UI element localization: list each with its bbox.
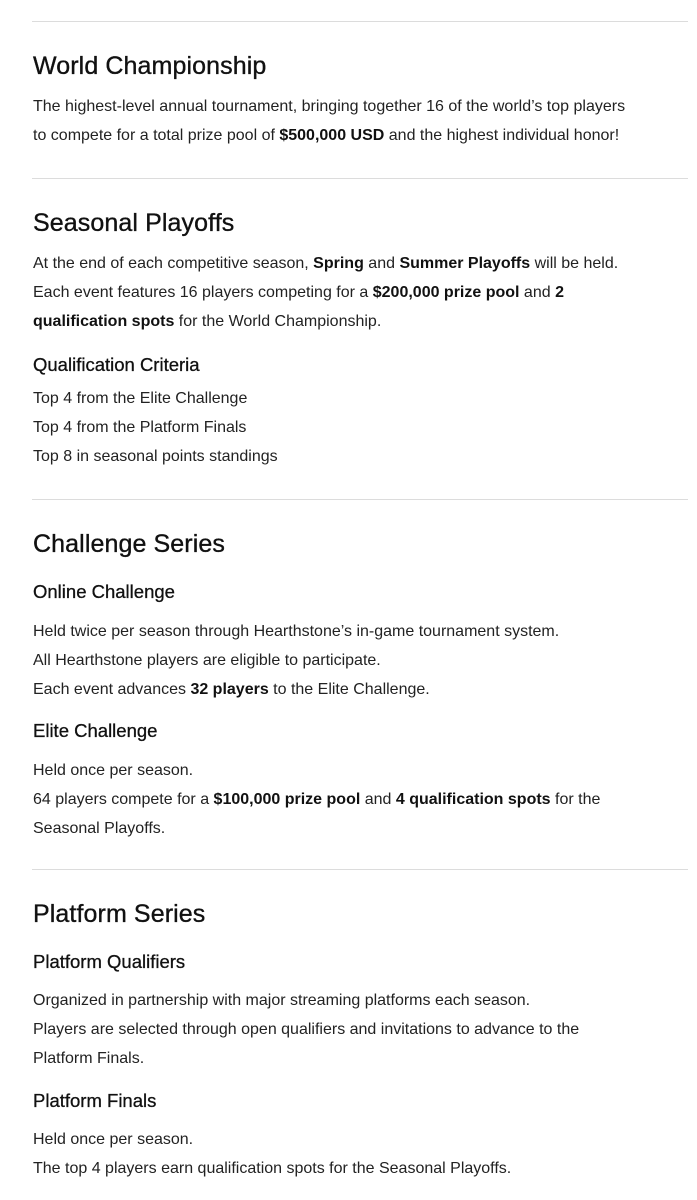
description-line: Held once per season. (33, 762, 194, 779)
description-line (33, 675, 559, 704)
description-text: for the World Championship. (174, 313, 382, 330)
seasonal-playoffs-title: Seasonal Playoffs (33, 209, 235, 237)
section-divider (32, 21, 688, 22)
prize-pool-highlight: $100,000 prize pool (213, 791, 361, 808)
description-text: will be held. (530, 255, 619, 272)
qualification-spots-highlight: 4 qualification spots (395, 791, 551, 808)
platform-finals-title: Platform Finals (33, 1090, 157, 1111)
world-championship-description (33, 92, 625, 150)
description-text: and the highest individual honor! (384, 127, 620, 144)
description-text: and (360, 791, 396, 808)
qualification-criteria-title: Qualification Criteria (33, 354, 200, 375)
description-text: and (519, 284, 556, 301)
description-line (33, 785, 600, 814)
criteria-item: Top 8 in seasonal points standings (33, 448, 278, 465)
section-divider (32, 178, 688, 179)
elite-challenge-description (33, 756, 600, 843)
description-line: Held once per season. (33, 1131, 194, 1148)
description-line (33, 92, 625, 121)
description-text: for the (550, 791, 601, 808)
description-text: The highest-level annual tournament, bringing together 16 of the world’s top players (33, 98, 626, 115)
online-challenge-title: Online Challenge (33, 581, 175, 602)
section-divider (32, 499, 688, 500)
description-line (33, 121, 625, 150)
seasonal-playoffs-description (33, 249, 618, 336)
description-line: Held twice per season through Hearthstone’s in-game tournament system. (33, 623, 560, 640)
criteria-item: Top 4 from the Elite Challenge (33, 390, 248, 407)
spots-count-highlight: 2 (555, 284, 564, 301)
spring-highlight: Spring (313, 255, 364, 272)
platform-qualifiers-title: Platform Qualifiers (33, 951, 186, 972)
players-count-highlight: 32 players (190, 681, 269, 698)
description-line: The top 4 players earn qualification spots for the Seasonal Playoffs. (33, 1160, 512, 1177)
prize-pool-highlight: $200,000 prize pool (372, 284, 520, 301)
description-text: 64 players compete for a (33, 791, 214, 808)
description-text: to compete for a total prize pool of (33, 127, 280, 144)
criteria-item: Top 4 from the Platform Finals (33, 419, 247, 436)
qualification-spots-highlight: qualification spots (33, 313, 175, 330)
section-divider (32, 869, 688, 870)
platform-qualifiers-description (33, 986, 579, 1073)
prize-pool-highlight: $500,000 USD (279, 127, 385, 144)
online-challenge-description (33, 617, 559, 704)
description-text: to the Elite Challenge. (268, 681, 430, 698)
description-text: Each event advances (33, 681, 191, 698)
platform-series-title: Platform Series (33, 900, 206, 928)
qualification-criteria-list (33, 384, 278, 471)
description-line (33, 307, 618, 336)
platform-finals-description (33, 1125, 511, 1183)
summer-playoffs-highlight: Summer Playoffs (399, 255, 531, 272)
description-text: Each event features 16 players competing for a (33, 284, 373, 301)
description-line: Players are selected through open qualifiers and invitations to advance to the (33, 1021, 580, 1038)
description-line: All Hearthstone players are eligible to participate. (33, 652, 381, 669)
description-line: Platform Finals. (33, 1050, 145, 1067)
description-line: Seasonal Playoffs. (33, 820, 166, 837)
challenge-series-title: Challenge Series (33, 530, 225, 558)
description-line: Organized in partnership with major streaming platforms each season. (33, 992, 531, 1009)
description-line (33, 278, 618, 307)
description-line (33, 249, 618, 278)
world-championship-title: World Championship (33, 52, 267, 80)
elite-challenge-title: Elite Challenge (33, 720, 158, 741)
description-text: and (363, 255, 400, 272)
description-text: At the end of each competitive season, (33, 255, 314, 272)
